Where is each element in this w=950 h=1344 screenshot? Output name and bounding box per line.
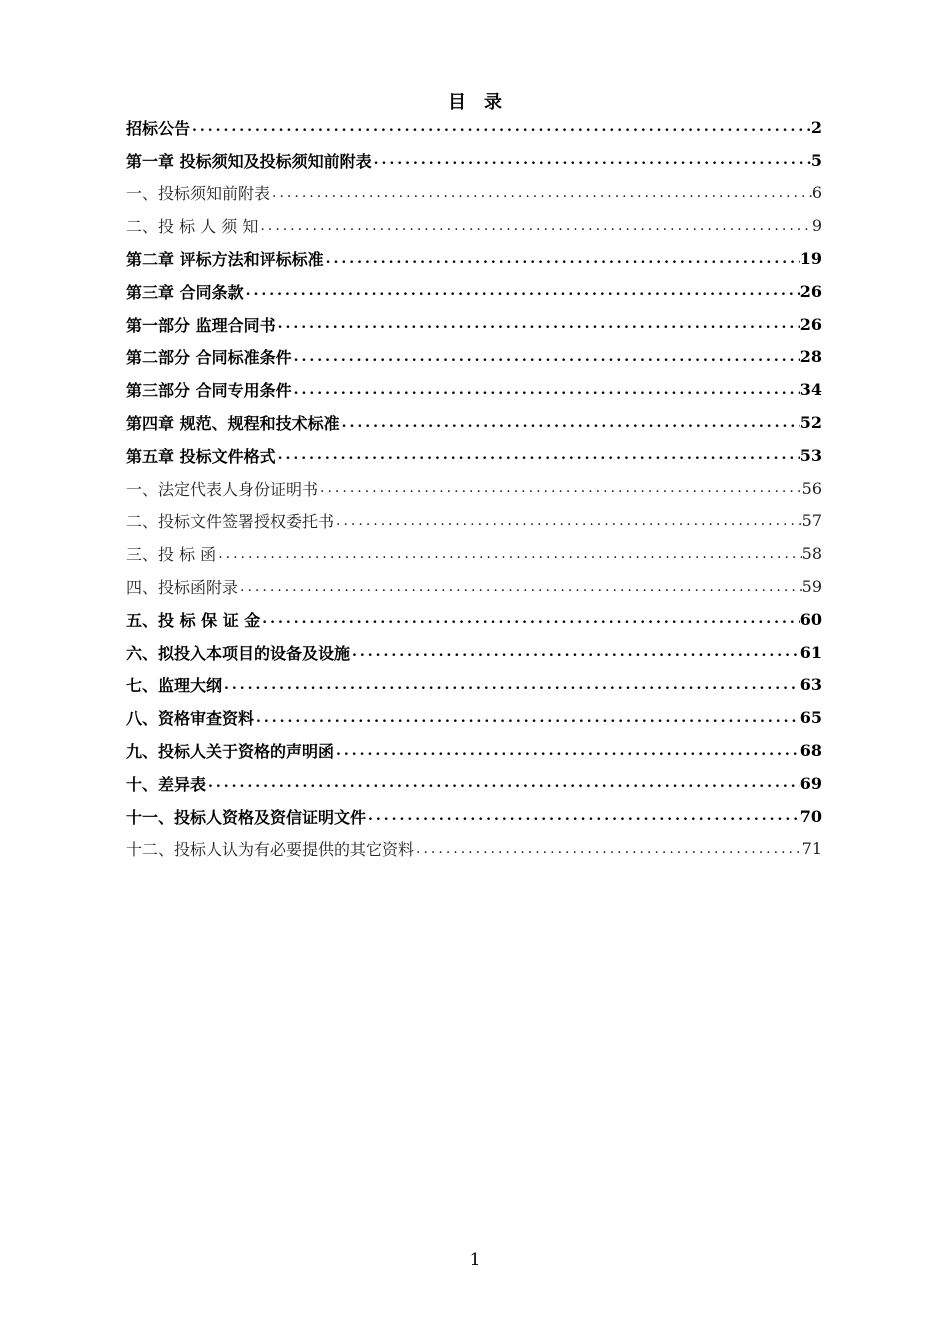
toc-entry-label: 八、资格审查资料 — [126, 709, 255, 729]
toc-entry-label: 四、投标函附录 — [126, 578, 239, 598]
toc-entry-label: 九、投标人关于资格的声明函 — [126, 742, 335, 762]
toc-entry-page: 34 — [799, 380, 822, 400]
toc-dot-leader — [258, 218, 811, 234]
toc-dot-leader — [292, 349, 800, 365]
toc-entry[interactable] — [126, 734, 822, 767]
toc-entry-label: 第三部分 合同专用条件 — [126, 381, 292, 401]
toc-dot-leader — [276, 447, 800, 463]
toc-entry-label: 三、投 标 函 — [126, 545, 217, 565]
toc-entry-page: 2 — [810, 117, 822, 137]
toc-entry-label: 一、法定代表人身份证明书 — [126, 479, 319, 499]
toc-entry[interactable] — [126, 669, 822, 702]
toc-dot-leader — [276, 316, 800, 332]
toc-dot-leader — [244, 283, 800, 299]
toc-entry[interactable] — [126, 275, 822, 308]
toc-entry[interactable] — [126, 373, 822, 406]
toc-entry[interactable] — [126, 537, 822, 570]
toc-entry-label: 五、投 标 保 证 金 — [126, 610, 261, 630]
toc-entry[interactable] — [126, 111, 822, 144]
toc-dot-leader — [190, 119, 811, 135]
toc-entry-label: 十、差异表 — [126, 774, 207, 794]
toc-entry-page: 71 — [801, 839, 822, 859]
toc-entry-page: 70 — [799, 806, 822, 826]
toc-entry-label: 第五章 投标文件格式 — [126, 446, 276, 466]
toc-dot-leader — [270, 185, 812, 201]
toc-entry-page: 26 — [799, 281, 822, 301]
toc-dot-leader — [366, 808, 800, 824]
toc-entry-page: 59 — [801, 577, 822, 597]
toc-dot-leader — [334, 513, 802, 529]
toc-dot-leader — [318, 480, 802, 496]
toc-entry[interactable] — [126, 701, 822, 734]
toc-entry-page: 58 — [801, 544, 822, 564]
toc-dot-leader — [324, 251, 800, 267]
page-number: 1 — [469, 1250, 481, 1270]
toc-entry-label: 第一章 投标须知及投标须知前附表 — [126, 151, 372, 171]
toc-dot-leader — [260, 611, 799, 627]
toc-entry[interactable] — [126, 636, 822, 669]
toc-entry-page: 26 — [799, 314, 822, 334]
toc-entry-page: 56 — [801, 478, 822, 498]
toc-entry-label: 第二部分 合同标准条件 — [126, 348, 292, 368]
toc-entry[interactable] — [126, 603, 822, 636]
toc-entry-label: 招标公告 — [126, 118, 191, 138]
toc-dot-leader — [372, 152, 811, 168]
toc-entry-label: 第二章 评标方法和评标标准 — [126, 250, 324, 270]
toc-entry-label: 十二、投标人认为有必要提供的其它资料 — [126, 840, 415, 860]
toc-entry-page: 68 — [799, 741, 822, 761]
toc-dot-leader — [216, 546, 801, 562]
toc-entry-label: 第一部分 监理合同书 — [126, 315, 276, 335]
toc-entry[interactable] — [126, 242, 822, 275]
toc-dot-leader — [238, 579, 802, 595]
toc-entry[interactable] — [126, 833, 822, 866]
toc-title: 目 录 — [448, 92, 502, 113]
toc-entry-page: 60 — [799, 609, 822, 629]
toc-entry-label: 第四章 规范、规程和技术标准 — [126, 414, 340, 434]
toc-entry[interactable] — [126, 341, 822, 374]
toc-entry[interactable] — [126, 767, 822, 800]
toc-dot-leader — [334, 743, 800, 759]
toc-entry-page: 69 — [799, 773, 822, 793]
toc-entry-page: 65 — [799, 708, 822, 728]
toc-dot-leader — [222, 677, 800, 693]
toc-entry-label: 十一、投标人资格及资信证明文件 — [126, 807, 367, 827]
toc-entry-page: 5 — [810, 150, 822, 170]
toc-entry-label: 一、投标须知前附表 — [126, 184, 271, 204]
toc-entry-page: 53 — [799, 445, 822, 465]
toc-list — [126, 111, 822, 865]
toc-dot-leader — [206, 775, 800, 791]
toc-entry[interactable] — [126, 144, 822, 177]
toc-entry-label: 二、投 标 人 须 知 — [126, 217, 259, 237]
toc-entry[interactable] — [126, 308, 822, 341]
toc-dot-leader — [340, 415, 800, 431]
toc-entry-page: 19 — [799, 249, 822, 269]
toc-entry[interactable] — [126, 800, 822, 833]
toc-dot-leader — [292, 382, 800, 398]
toc-entry-label: 二、投标文件签署授权委托书 — [126, 512, 335, 532]
toc-entry-page: 63 — [799, 675, 822, 695]
toc-entry-label: 六、拟投入本项目的设备及设施 — [126, 643, 351, 663]
toc-entry[interactable] — [126, 505, 822, 538]
toc-dot-leader — [254, 710, 800, 726]
toc-dot-leader — [350, 644, 800, 660]
toc-entry-page: 57 — [801, 511, 822, 531]
toc-entry[interactable] — [126, 406, 822, 439]
toc-entry-page: 61 — [799, 642, 822, 662]
toc-entry-page: 9 — [811, 216, 822, 236]
toc-dot-leader — [414, 841, 802, 857]
toc-entry-page: 6 — [811, 183, 822, 203]
toc-entry-page: 52 — [799, 413, 822, 433]
toc-entry[interactable] — [126, 209, 822, 242]
toc-entry-label: 七、监理大纲 — [126, 676, 223, 696]
toc-entry-page: 28 — [799, 347, 822, 367]
toc-entry-label: 第三章 合同条款 — [126, 282, 244, 302]
toc-entry[interactable] — [126, 570, 822, 603]
toc-entry[interactable] — [126, 439, 822, 472]
toc-entry[interactable] — [126, 472, 822, 505]
toc-entry[interactable] — [126, 177, 822, 210]
